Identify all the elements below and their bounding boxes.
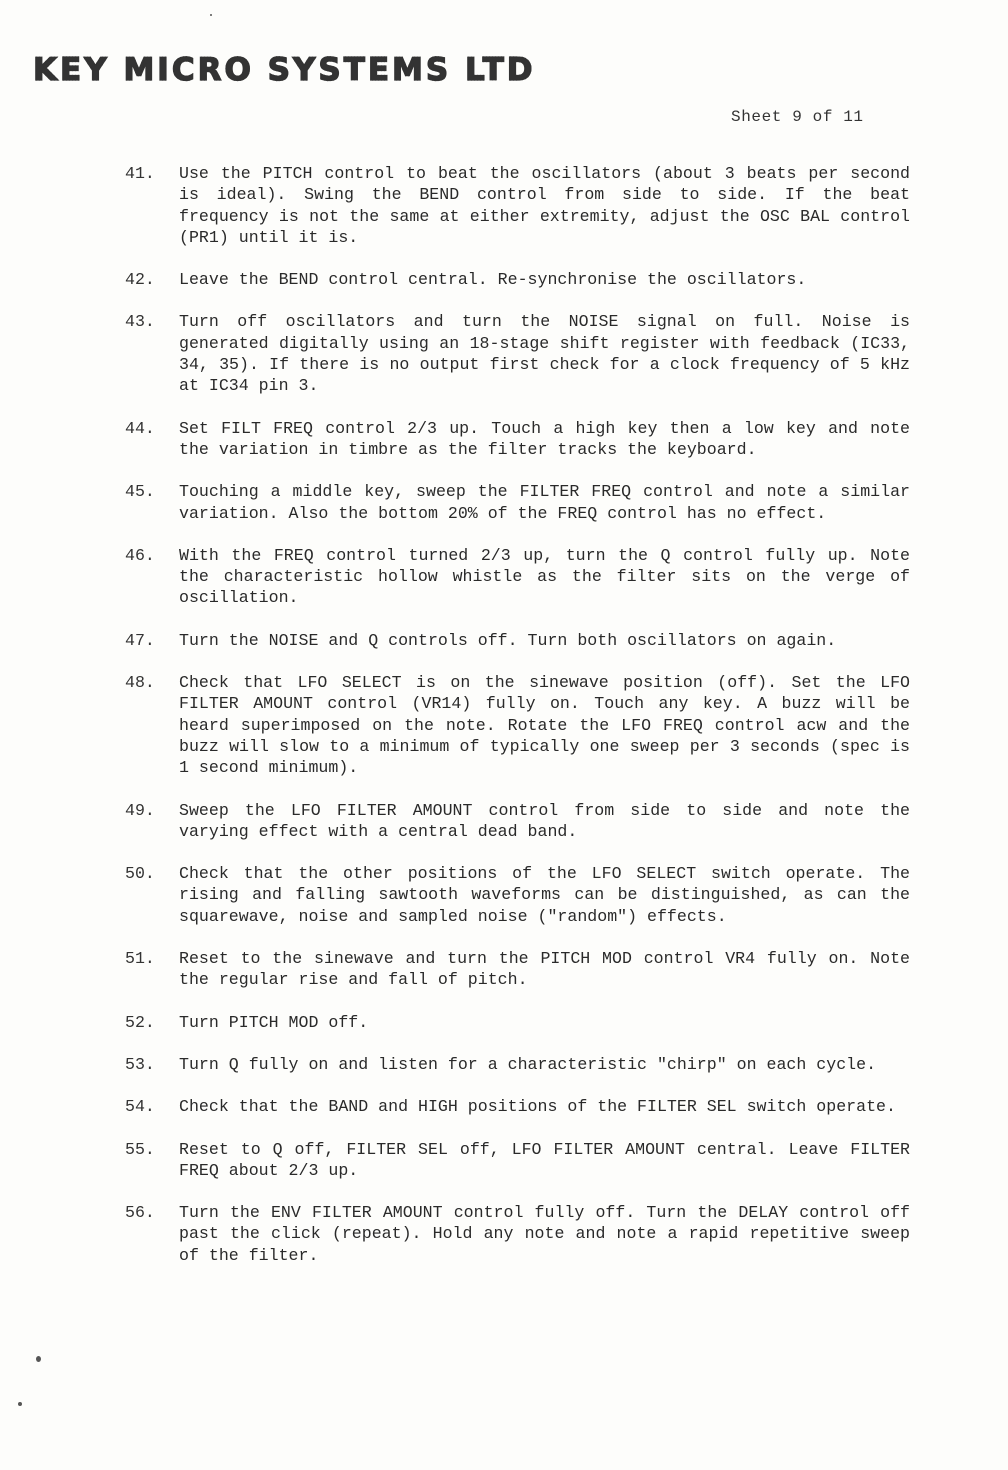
step-number: 45. (125, 482, 155, 502)
step-item (125, 1012, 910, 1033)
step-number: 51. (125, 949, 155, 969)
scan-speck (18, 1402, 22, 1406)
step-item (125, 630, 910, 651)
step-item (125, 311, 920, 396)
step-text: Turn PITCH MOD off. (179, 1012, 369, 1032)
procedure-steps (125, 163, 920, 1287)
step-number: 50. (125, 864, 155, 884)
step-item (125, 1054, 910, 1075)
step-number: 53. (125, 1054, 155, 1074)
step-text: With the FREQ control turned 2/3 up, turn the Q control fully up. Note the characteristic hollow whistle as the filter sits on the verge of oscillation. (179, 545, 920, 608)
step-text: Reset to the sinewave and turn the PITCH MOD control VR4 fully on. Note the regular rise and fall of pitch. (179, 949, 920, 990)
step-text: Turn Q fully on and listen for a characteristic "chirp" on each cycle. (179, 1054, 877, 1074)
step-text: Touching a middle key, sweep the FILTER FREQ control and note a similar variation. Also the bottom 20% of the FREQ control has no effect. (179, 482, 920, 523)
step-text: Turn off oscillators and turn the NOISE signal on full. Noise is generated digitally using an 18-stage shift register with feedback (IC33, 34, 35). If there is no output first check for a clock frequency of 5 kHz at IC34 pin 3. (179, 312, 920, 396)
step-item (125, 545, 920, 609)
step-number: 47. (125, 630, 155, 650)
step-item (125, 863, 920, 927)
step-text: Turn the NOISE and Q controls off. Turn both oscillators on again. (179, 630, 837, 650)
step-text: Check that LFO SELECT is on the sinewave position (off). Set the LFO FILTER AMOUNT control (VR14) fully on. Touch any key. A buzz will be heard superimposed on the note. Rotate the LFO FREQ control acw and the buzz will slow to a minimum of typically one sweep per 3 seconds (spec is 1 second minimum). (179, 673, 920, 778)
step-item (125, 1139, 920, 1182)
company-logo: KEY MICRO SYSTEMS LTD (33, 52, 536, 88)
scan-speck (210, 14, 212, 16)
step-item (125, 163, 920, 248)
scan-speck (36, 1356, 41, 1362)
step-number: 44. (125, 418, 155, 438)
step-number: 52. (125, 1012, 155, 1032)
step-item (125, 948, 920, 991)
step-number: 41. (125, 164, 155, 183)
step-text: Leave the BEND control central. Re-synchronise the oscillators. (179, 270, 807, 290)
step-number: 46. (125, 545, 155, 565)
step-text: Use the PITCH control to beat the oscillators (about 3 beats per second is ideal). Swing the BEND control from side to side. If the beat frequency is not the same at either extremity, adjust the OSC BAL control (PR1) until it is. (179, 164, 920, 247)
step-item (125, 269, 910, 290)
step-number: 54. (125, 1097, 155, 1117)
step-number: 42. (125, 270, 155, 290)
step-item (125, 672, 920, 778)
step-number: 49. (125, 800, 155, 820)
step-item (125, 481, 920, 524)
step-number: 43. (125, 312, 155, 332)
step-text: Reset to Q off, FILTER SEL off, LFO FILTER AMOUNT central. Leave FILTER FREQ about 2/3 up. (179, 1139, 920, 1180)
step-text: Check that the other positions of the LFO SELECT switch operate. The rising and falling sawtooth waveforms can be distinguished, as can the squarewave, noise and sampled noise ("random") effects. (179, 864, 920, 926)
step-number: 48. (125, 673, 155, 693)
step-text: Set FILT FREQ control 2/3 up. Touch a high key then a low key and note the variation in timbre as the filter tracks the keyboard. (179, 418, 920, 459)
sheet-number: Sheet 9 of 11 (731, 108, 864, 126)
step-number: 56. (125, 1203, 155, 1223)
step-item (125, 418, 920, 461)
step-text: Sweep the LFO FILTER AMOUNT control from side to side and note the varying effect with a central dead band. (179, 800, 920, 841)
step-number: 55. (125, 1139, 155, 1159)
step-text: Turn the ENV FILTER AMOUNT control fully off. Turn the DELAY control off past the click (repeat). Hold any note and note a rapid repetitive sweep of the filter. (179, 1203, 920, 1265)
step-item (125, 800, 920, 843)
step-text: Check that the BAND and HIGH positions of the FILTER SEL switch operate. (179, 1097, 896, 1117)
step-item (125, 1202, 920, 1266)
step-item (125, 1096, 910, 1117)
